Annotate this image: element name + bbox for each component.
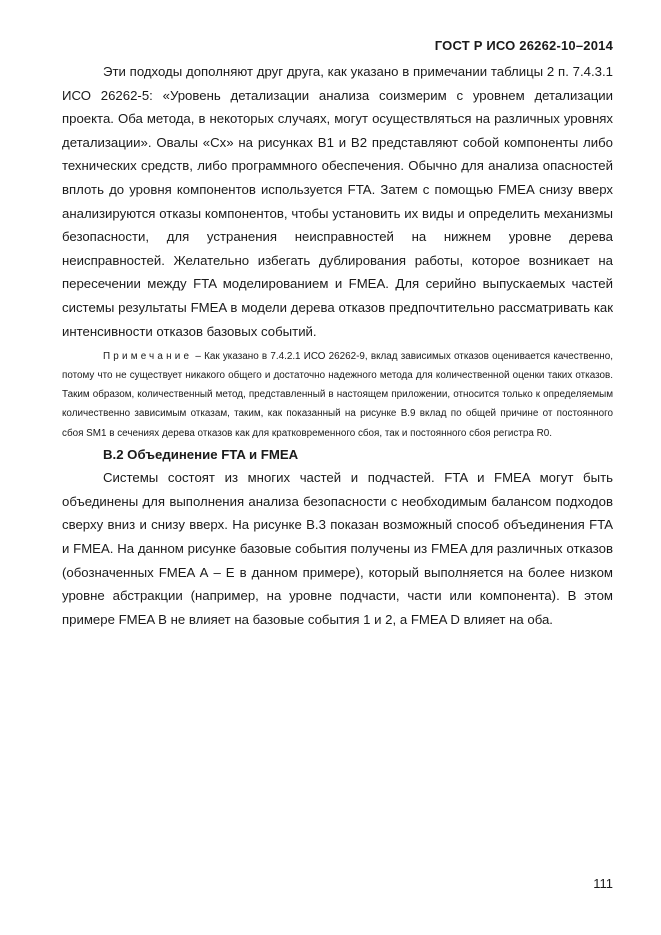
document-header: ГОСТ Р ИСО 26262-10–2014 <box>434 38 613 53</box>
section-heading: В.2 Объединение FTA и FMEA <box>103 446 299 462</box>
note-text: – Как указано в 7.4.2.1 ИСО 26262-9, вклад зависимых отказов оценивается качественно, потому что не существует никакого общего и достаточно надежного метода для количественной оценки таких отказов. Таким образом, количественный метод, представленный в настоящем приложении, относится только к определяемым количественно зависимым отказам, таким, как показанный на рисунке В.9 вклад по общей причине от постоянного сбоя SM1 в сечениях дерева отказов как для кратковременного сбоя, так и постоянного сбоя регистра R0. <box>62 351 613 439</box>
page-body <box>62 60 613 631</box>
note-label: Примечание <box>103 351 193 363</box>
paragraph-combining: Системы состоят из многих частей и подчастей. FTA и FMEA могут быть объединены для выполнения анализа безопасности с необходимым балансом подходов сверху вниз и снизу вверх. На рисунке В.3 показан возможный способ объединения FTA и FMEA. На данном рисунке базовые события получены из FMEA для различных отказов (обозначенных FMEA А – Е в данном примере), который выполняется на более низком уровне абстракции (например, на уровне подчасти, части или компонента). В этом примере FMEA В не влияет на базовые события 1 и 2, а FMEA D влияет на оба. <box>62 470 613 627</box>
paragraph-approaches: Эти подходы дополняют друг друга, как указано в примечании таблицы 2 п. 7.4.3.1 ИСО 26262-5: «Уровень детализации анализа соизмерим с уровнем детализации проекта. Оба метода, в некоторых случаях, могут осуществляться на различных уровнях детализации». Овалы «Сх» на рисунках В1 и В2 представляют собой компоненты либо технических средств, либо программного обеспечения. Обычно для анализа опасностей вплоть до уровня компонентов используется FTA. Затем с помощью FMEA снизу вверх анализируются отказы компонентов, чтобы установить их виды и определить механизмы безопасности, для устранения неисправностей на нижнем уровне дерева неисправностей. Желательно избегать дублирования работы, которое возникает на пересечении между FTA моделированием и FMEA. Для серийно выпускаемых частей системы результаты FMEA в модели дерева отказов предпочтительно рассматривать как интенсивности отказов базовых событий. <box>62 64 613 339</box>
note <box>62 347 613 442</box>
page-number: 111 <box>593 876 613 891</box>
